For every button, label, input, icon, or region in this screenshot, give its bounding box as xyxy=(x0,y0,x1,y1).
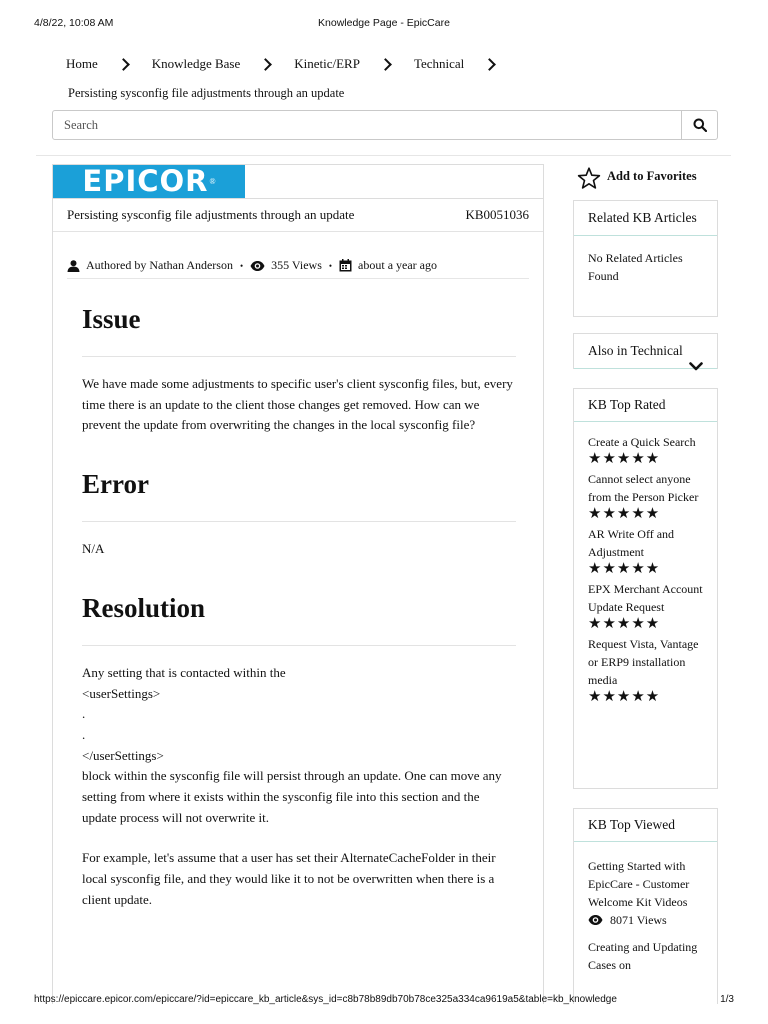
chevron-right-icon xyxy=(117,58,130,71)
top-rated-list xyxy=(574,422,717,718)
top-rated-item[interactable]: Request Vista, Vantage or ERP9 installation media xyxy=(588,637,699,687)
print-url: https://epiccare.epicor.com/epiccare/?id=epiccare_kb_article&sys_id=c8b78b89db70b78ce325a334ca9619a5&table=kb_knowledge xyxy=(34,994,617,1005)
chevron-right-icon xyxy=(259,58,272,71)
error-text: N/A xyxy=(82,541,105,557)
view-count: 8071 Views xyxy=(610,913,667,927)
print-datetime: 4/8/22, 10:08 AM xyxy=(34,17,114,29)
search-bar xyxy=(52,110,718,140)
chevron-right-icon xyxy=(483,58,496,71)
chevron-right-icon xyxy=(379,58,392,71)
divider xyxy=(36,155,731,156)
article-header xyxy=(53,198,543,232)
also-in-technical-card[interactable] xyxy=(573,333,718,369)
epicor-logo xyxy=(53,165,245,198)
eye-icon xyxy=(250,261,265,271)
resolution-line: Any setting that is contacted within the xyxy=(82,664,286,680)
star-rating: ★★★★★ xyxy=(588,506,661,522)
top-rated-card xyxy=(573,388,718,789)
related-articles-empty: No Related Articles Found xyxy=(588,251,683,283)
logo-text: EPICOR xyxy=(82,164,209,198)
breadcrumb-current: Persisting sysconfig file adjustments through an update xyxy=(68,86,345,100)
divider xyxy=(82,521,516,522)
star-rating: ★★★★★ xyxy=(588,451,661,467)
article-title: Persisting sysconfig file adjustments through an update xyxy=(67,207,355,222)
print-header xyxy=(34,17,734,31)
print-page-title: Knowledge Page - EpicCare xyxy=(318,17,450,29)
meta-separator: • xyxy=(328,260,333,271)
user-icon xyxy=(67,260,80,272)
star-rating: ★★★★★ xyxy=(588,689,661,705)
top-viewed-item[interactable]: Creating and Updating Cases on xyxy=(588,940,698,972)
search-input[interactable] xyxy=(53,111,681,139)
meta-separator: • xyxy=(239,260,244,271)
resolution-line: . xyxy=(82,706,86,722)
article-age: about a year ago xyxy=(358,258,437,272)
article-number: KB0051036 xyxy=(465,207,529,222)
divider xyxy=(82,645,516,646)
search-icon xyxy=(693,118,707,132)
top-viewed-title: KB Top Viewed xyxy=(574,809,717,842)
resolution-text xyxy=(82,663,516,829)
resolution-heading: Resolution xyxy=(82,592,206,623)
breadcrumb-home[interactable]: Home xyxy=(66,56,98,71)
eye-icon xyxy=(588,915,603,925)
top-viewed-card xyxy=(573,808,718,1004)
resolution-line: . xyxy=(82,726,86,742)
star-rating: ★★★★★ xyxy=(588,616,661,632)
error-heading: Error xyxy=(82,469,149,500)
top-rated-item[interactable]: EPX Merchant Account Update Request xyxy=(588,582,703,614)
also-in-technical-title: Also in Technical xyxy=(574,334,717,369)
print-page-number: 1/3 xyxy=(720,994,734,1005)
top-rated-item[interactable]: Create a Quick Search xyxy=(588,435,696,449)
top-viewed-views xyxy=(588,911,703,929)
resolution-line: </userSettings> xyxy=(82,747,164,763)
article-panel xyxy=(52,164,544,1004)
breadcrumb-knowledge-base[interactable]: Knowledge Base xyxy=(151,56,241,71)
add-to-favorites-label: Add to Favorites xyxy=(607,169,697,183)
chevron-down-icon[interactable] xyxy=(689,362,703,371)
logo-registered-mark: ® xyxy=(209,177,216,186)
related-articles-card xyxy=(573,200,718,317)
divider xyxy=(82,356,516,357)
issue-text: We have made some adjustments to specific user's client sysconfig files, but, every time there is an update to the client those changes get removed. How can we prevent the update from overwriting the changes in the local sysconfig file? xyxy=(82,376,513,433)
search-button[interactable] xyxy=(681,111,717,139)
resolution-line: <userSettings> xyxy=(82,685,161,701)
article-body xyxy=(82,295,516,911)
resolution-example-text: For example, let's assume that a user has set their AlternateCacheFolder in their local sysconfig file, and they would like it to not be overwritten when there is a client update. xyxy=(82,850,496,907)
author: Authored by Nathan Anderson xyxy=(86,258,233,272)
resolution-line: block within the sysconfig file will persist through an update. One can move any setting from where it exists within the sysconfig file into this section and the update process will not overwrite it. xyxy=(82,768,502,825)
issue-heading: Issue xyxy=(82,304,141,334)
top-rated-item[interactable]: Cannot select anyone from the Person Picker xyxy=(588,472,699,504)
breadcrumb-technical[interactable]: Technical xyxy=(413,56,465,71)
top-viewed-list xyxy=(574,842,717,984)
print-footer xyxy=(34,994,734,1008)
top-viewed-item[interactable]: Getting Started with EpicCare - Customer Welcome Kit Videos xyxy=(588,859,690,909)
article-meta xyxy=(67,259,529,279)
breadcrumb-kinetic-erp[interactable]: Kinetic/ERP xyxy=(294,56,360,71)
breadcrumb xyxy=(66,54,518,74)
top-rated-item[interactable]: AR Write Off and Adjustment xyxy=(588,527,675,559)
view-count: 355 Views xyxy=(271,258,322,272)
add-to-favorites-button[interactable] xyxy=(577,167,697,190)
top-rated-title: KB Top Rated xyxy=(574,389,717,422)
star-outline-icon xyxy=(577,167,601,190)
star-rating: ★★★★★ xyxy=(588,561,661,577)
related-articles-title: Related KB Articles xyxy=(574,201,717,236)
calendar-icon xyxy=(339,259,352,272)
